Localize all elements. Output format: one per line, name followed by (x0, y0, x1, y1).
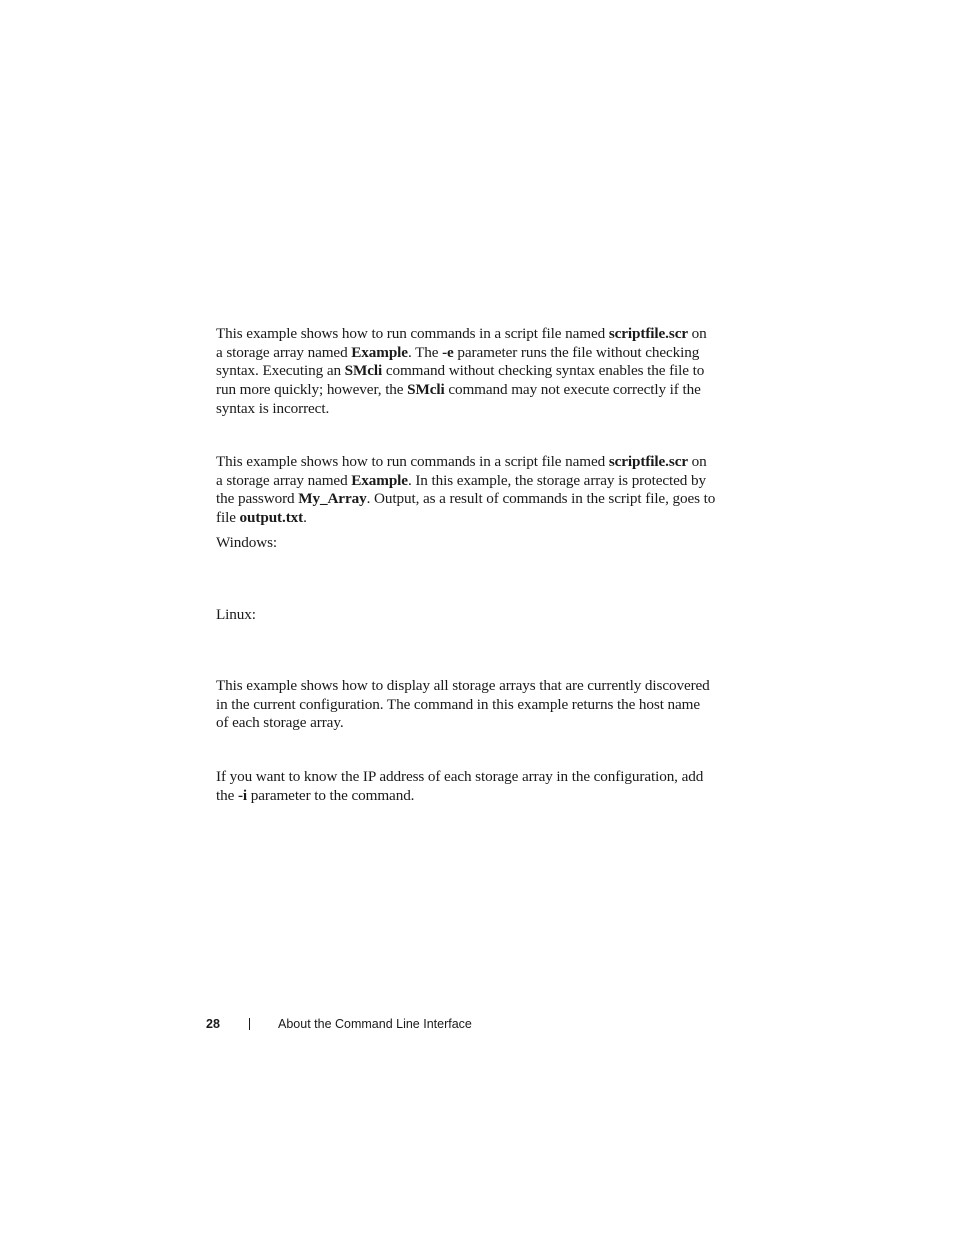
text-run: . (303, 509, 307, 527)
bold-term: SMcli (407, 381, 445, 399)
text-run: If you want to know the IP address of each storage array in the configuration, add the (216, 768, 704, 804)
text-run: This example shows how to display all storage arrays that are currently discovered in the current configuration. The command in this example returns the host name of each storage array. (216, 677, 710, 732)
text-run: command may not execute correctly if the syntax is incorrect. (216, 381, 701, 417)
text-run: This example shows how to run commands in a script file named (216, 325, 609, 342)
text-run: . In this example, the storage array is protected by the password (216, 471, 706, 508)
bold-term: Example (351, 471, 408, 489)
bold-term: scriptfile.scr (608, 453, 688, 470)
bold-term: -i (237, 786, 248, 804)
bold-term: output.txt (239, 509, 304, 527)
bold-term: -e (442, 343, 454, 361)
footer-separator (249, 1018, 250, 1030)
text-run: . The (407, 343, 443, 361)
paragraph-script-without-syntax-check (216, 325, 716, 419)
page-number: 28 (206, 1017, 220, 1031)
text-run: on a storage array named (216, 325, 707, 361)
text-run: on a storage array named (216, 453, 707, 489)
bold-term: Example (351, 343, 408, 361)
paragraph-script-with-password (216, 453, 716, 528)
paragraph-display-storage-arrays (216, 677, 716, 733)
text-run: parameter to the command. (247, 786, 415, 804)
footer-section-title: About the Command Line Interface (278, 1017, 472, 1031)
text-run: This example shows how to run commands in a script file named (216, 453, 609, 470)
bold-term: My_Array (298, 490, 367, 508)
text-run: . Output, as a result of commands in the script file, goes to file (216, 490, 716, 527)
paragraph-ip-address-parameter (216, 768, 716, 805)
bold-term: scriptfile.scr (608, 325, 688, 342)
text-run: parameter runs the file without checking syntax. Executing an (216, 343, 700, 380)
text-run: Linux: (216, 606, 256, 623)
label-windows (216, 534, 716, 553)
text-run: Windows: (216, 534, 278, 551)
label-linux (216, 606, 716, 625)
text-run: command without checking syntax enables the file to run more quickly; however, the (216, 362, 705, 399)
bold-term: SMcli (344, 362, 383, 380)
